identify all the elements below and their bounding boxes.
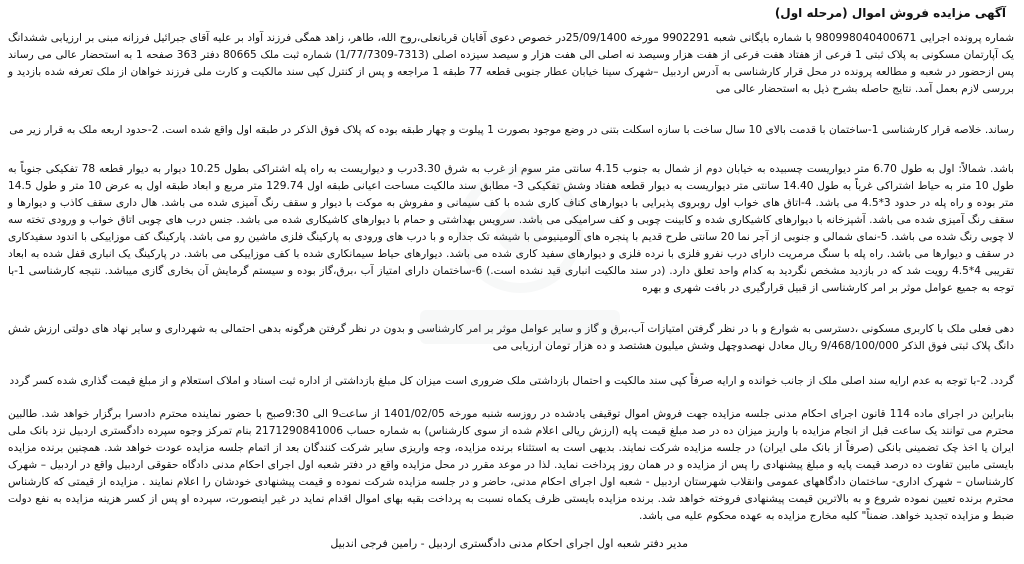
paragraph-expert-summary: رساند. خلاصه قرار کارشناسی 1-ساختمان با قدمت بالای 10 سال ساخت با سازه اسکلت بتنی در وضع موجود بصورت 1 پیلوت و چهار طبقه بوده که پلاک فوق الذکر در طبقه اول واقع شده است. 2-حدود اربعه ملک به قرار زیر می (9, 124, 1014, 136)
document-body (4, 4, 1018, 560)
paragraph-deed-note: گردد. 2-با توجه به عدم ارایه سند اصلی ملک از جانب خوانده و ارایه صرفاً کپی سند مالکیت و احتمال بازداشتی ملک ضروری است میزان کل مبلغ بازداشتی از اداره ثبت اسناد و املاک استعلام و از مبلغ قیمت گذاری شده کسر گردد (9, 375, 1014, 387)
page-title: آگهی مزایده فروش اموال (مرحله اول) (774, 6, 1006, 20)
paragraph-case-intro: شماره پرونده اجرایی 980998040400671 با شماره بایگانی شعبه 9902291 مورخه 25/09/1400در خصوص دعوی آقایان قربانعلی،روح الله، طاهر، زاهد همگی فرزند آواد بر علیه آقای جبرائیل فرزانه مبنی بر ارزیابی ششدانگ یک آپارتمان مسکونی به پلاک ثبتی 1 فرعی از هفتاد هفت فرعی از هفت هزار وسیصد نه اصلی الی هفت هزار و سیصد سیزده اصلی (7313-1/77/7309) شماره ثبت ملک 80665 دفتر 363 صفحه 1 به استحضار عالی می رساند پس ازحضور در شعبه و مطالعه پرونده در محل قرار کارشناسی به آدرس اردبیل –شهرک سینا خیابان عطار جنوبی قطعه 77 طبقه 1 مراجعه و پس از کنترل کپی سند مالکیت و کارت ملی فرزند خواهان از ملک تعرفه شده بازدید و بررسی لازم بعمل آمد. نتایج حاصله بشرح ذیل به استحضار عالی می (8, 32, 1014, 95)
signature-line: مدیر دفتر شعبه اول اجرای احکام مدنی دادگستری اردبیل - رامین فرجی اندبیل (330, 537, 688, 550)
paragraph-property-boundaries: باشد. شمالاً: اول به طول 6.70 متر دیواریست چسبیده به خیابان دوم از شمال به جنوب 4.15 سانتی متر سوم از غرب به شرق 3.30درب و دیواریست به راه پله اشتراکی بطول 10.25 دیوار به دیوار قطعه 78 تفکیکی جنوباً به طول 10 متر به حیاط اشتراکی غرباً به طول 14.40 سانتی متر دیواریست به دیوار قطعه هفتاد وشش تفکیکی 3- مطابق سند مالکیت مساحت اعیانی طبقه اول 129.74 متر مربع و ابعاد طبقه اول به عرض 10 متر و طول 14.5 متر بوده و راه پله در حدود 3*4.5 می باشد. 4-اتاق های خواب اول روبروی پذیرایی با دیوارهای کناف کاری شده با کف سیمانی و مفروش به موکت با دیوار و سقف رنگ آمیزی شده می باشد. هال داری سقف کاذب و دیوارها و سقف رنگ آمیزی شده می باشد. آشپزخانه با دیوارهای کاشیکاری شده و کابینت چوبی و کف سرامیکی می باشد. سرویس بهداشتی و حمام با دیوارهای کاشیکاری شده می باشد. جنس درب های چوبی اتاق خواب و ورودی تخته سه لا چوبی رنگ شده می باشد. 5-نمای شمالی و جنوبی از آجر نما 20 سانتی طرح قدیم با پنجره های آلومینیومی با شیشه تک جداره و با درب های ورودی به پارکینگ فلزی ماشین رو می باشد. پارکینگ کف موزاییکی با اندود سفیدکاری در سقف و دیوارها می باشد. راه پله با سنگ مرمریت دارای درب نفرو فلزی با نرده فلزی و دیوارهای سفید کاری شده می باشد. دیوارهای حیاط سیمانکاری شده با کف موزاییکی می باشد. در پارکینگ یک انباری قفل شده به ابعاد تقریبی 4*4.5 رویت شد که در بازدید مشخص نگردید به کدام واحد تعلق دارد. (در سند مالکیت انباری قید نشده است.) 6-ساختمان دارای امتیاز آب ،برق،گاز بوده و سیستم گرمایش آن بخاری گازی میباشد. نتیجه کارشناسی 1-با توجه به جمیع عوامل موثر بر امر کارشناسی از قبیل قرارگیری در بافت شهری و بهره (8, 163, 1015, 294)
paragraph-auction-terms: بنابراین در اجرای ماده 114 قانون اجرای احکام مدنی جلسه مزایده جهت فروش اموال توقیفی یادشده در روزسه شنبه مورخه 1401/02/05 از ساعت9 الی 9:30صبح با حضور نماینده محترم دادسرا برگزار خواهد شد. طالبین محترم می توانند یک ساعت قبل از انجام مزایده با واریز میزان ده در صد مبلغ قیمت پایه (ارزش ریالی اعلام شده از سوی کارشناس) به شماره حساب 2171290841006 بنام تمرکز وجوه سپرده دادگستری اردبیل نزد بانک ملی ایران یا اخذ چک تضمینی بانکی (صرفاً از بانک ملی ایران) در جلسه مزایده شرکت نمایند. بدیهی است به استثناء برنده مزایده، وجه واریزی سایر شرکت کنندگان بعد از اتمام جلسه مزایده عودت خواهد شد. همچنین برنده مزایده بایستی مابین تفاوت ده درصد قیمت پایه و مبلغ پیشنهادی را پس از مزایده و در همان روز پرداخت نماید. لذا در موعد مقرر در محل مزایده واقع در دفتر شعبه اول اجرای احکام مدنی دادگاه حقوقی اردبیل واقع در اردبیل – شهرک کارشناسان – شهرک اداری- ساختمان دادگاههای عمومی وانقلاب شهرستان اردبیل - شعبه اول اجرای احکام مدنی، حاضر و در جلسه مزایده شرکت نموده و قیمت پیشنهادی خودشان را اعلام نمایند . مزایده از قیمتی که کارشناس محترم برنده تعیین نموده شروع و به بالاترین قیمت پیشنهادی فروخته خواهد شد. برنده مزایده بایستی ظرف یکماه نسبت به پرداخت بقیه بهای اموال اقدام نماید در غیر اینصورت، سپرده او پس از کسر هزینه مزایده به نفع دولت ضبط و مزایده تجدید خواهد. ضمناً" کلیه مخارج مزایده به عهده محکوم علیه می باشد. (8, 408, 1015, 522)
paragraph-valuation: دهی فعلی ملک با کاربری مسکونی ،دسترسی به شوارع و با در نظر گرفتن امتیازات آب،برق و گاز و سایر عوامل موثر بر امر کارشناسی و بدون در نظر گرفتن هرگونه بدهی احتمالی به شهرداری و سایر نهاد های دولتی ارزش شش دانگ پلاک ثبتی فوق الذکر 9/468/100/000 ریال معادل نهصدوچهل وشش میلیون هشتصد و ده هزار تومان ارزیابی می (8, 323, 1014, 352)
